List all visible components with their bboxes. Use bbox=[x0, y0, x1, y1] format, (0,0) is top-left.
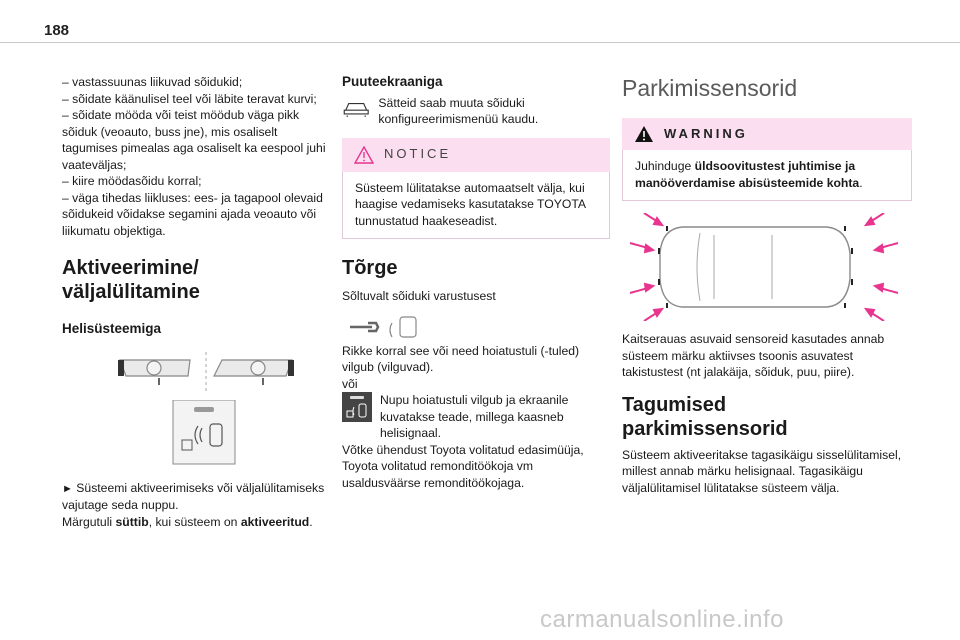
parking-sensor-button-illustration bbox=[62, 400, 334, 468]
fault-text: Rikke korral see või need hoiatustuli (-tuled) vilgub (vilguvad). bbox=[342, 343, 580, 374]
notice-label: NOTICE bbox=[384, 146, 452, 162]
column-left bbox=[62, 74, 334, 530]
list-item: – väga tihedas liikluses: ees- ja tagapool olevaid sõidukeid võidakse segamini ajada veoauto või liikumatu objektiga. bbox=[62, 190, 323, 238]
warning-lamps-illustration bbox=[342, 313, 442, 341]
sensor-description: Kaitserauas asuvaid sensoreid kasutades annab süsteem märku aktiivses tsoonis asuvatest takistustest (nt jalakäija, sõiduk, puu, piire). bbox=[622, 332, 885, 379]
button-warning-icon bbox=[342, 392, 372, 422]
subheading-sound-system: Helisüsteemiga bbox=[62, 321, 162, 336]
section-heading-fault: Tõrge bbox=[342, 257, 398, 279]
indicator-status-text: Märgutuli süttib, kui süsteem on aktiveeritud. bbox=[62, 514, 313, 529]
subheading-touchscreen: Puuteekraaniga bbox=[342, 74, 443, 89]
column-middle bbox=[342, 74, 610, 491]
page-number: 188 bbox=[44, 22, 70, 39]
warning-box bbox=[622, 118, 912, 201]
activation-instruction: ► Süsteemi aktiveerimiseks või väljalülitamiseks vajutage seda nuppu. bbox=[62, 480, 325, 512]
list-item: – sõidate käänulisel teel või läbite teravat kurvi; bbox=[62, 91, 317, 106]
notice-body: Süsteem lülitatakse automaatselt välja, kui haagise vedamiseks kasutatakse TOYOTA tunnustatud haakeseadist. bbox=[342, 172, 610, 240]
warning-label: WARNING bbox=[664, 125, 748, 141]
warning-triangle-icon bbox=[634, 125, 654, 143]
button-lamp-row bbox=[342, 392, 610, 442]
button-lamp-text: Nupu hoiatustuli vilgub ja ekraanile kuvatakse teade, millega kaasneb helisignaal. bbox=[380, 393, 569, 440]
car-sensors-diagram bbox=[622, 213, 912, 321]
header-divider bbox=[0, 42, 960, 43]
list-item: – vastassuunas liikuvad sõidukid; bbox=[62, 75, 243, 89]
column-right bbox=[622, 74, 912, 496]
condition-list bbox=[62, 74, 334, 239]
dashboard-button-illustration bbox=[62, 348, 334, 396]
warning-header bbox=[622, 118, 912, 150]
footer-watermark: carmanualsonline.info bbox=[540, 606, 784, 633]
notice-box bbox=[342, 138, 610, 240]
warning-body: Juhinduge üldsoovitustest juhtimise ja manööverdamise abisüsteemide kohta. bbox=[622, 150, 912, 201]
page-title: Parkimissensorid bbox=[622, 75, 798, 101]
notice-warning-icon bbox=[354, 146, 374, 164]
section-heading-activation: Aktiveerimine/ väljalülitamine bbox=[62, 257, 200, 303]
touchscreen-text: Sätteid saab muuta sõiduki konfigureerimismenüü kaudu. bbox=[378, 95, 539, 126]
list-item: – kiire möödasõidu korral; bbox=[62, 174, 202, 188]
touchscreen-row bbox=[342, 95, 610, 128]
contact-text: Võtke ühendust Toyota volitatud edasimüüja, Toyota volitatud remonditöökoja vm usaldusväärse remonditöökojaga. bbox=[342, 442, 584, 490]
equipment-text: Sõltuvalt sõiduki varustusest bbox=[342, 289, 496, 303]
car-settings-icon bbox=[342, 95, 370, 121]
rear-sensor-description: Süsteem aktiveeritakse tagasikäigu sisselülitamisel, millest annab märku helisignaal. Tagasikäigu väljalülitamisel lülitatakse süsteem välja. bbox=[622, 447, 902, 495]
section-heading-rear-sensors: Tagumised parkimissensorid bbox=[622, 393, 788, 440]
or-text: või bbox=[342, 376, 358, 391]
notice-header bbox=[342, 138, 610, 172]
list-item: – sõidate mööda või teist möödub väga pikk sõiduk (veoauto, buss jne), mis osaliselt tagumises pimealas aga osaliselt ka eespool juhi vaateväljas; bbox=[62, 108, 326, 172]
